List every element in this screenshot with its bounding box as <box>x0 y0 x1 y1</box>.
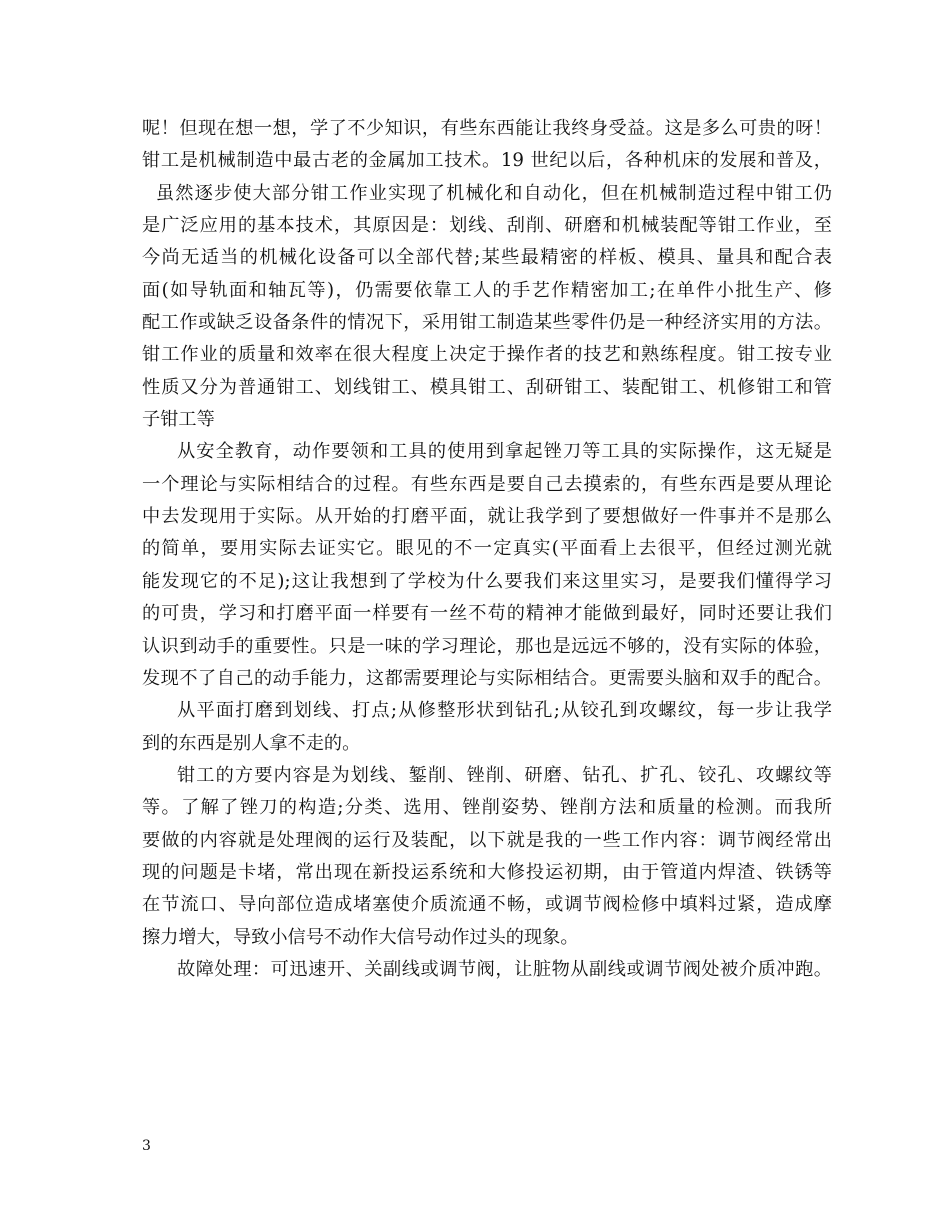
text-line: 虽然逐步使大部分钳工作业实现了机械化和自动化，但在机械制造过程中钳工仍 <box>142 182 832 204</box>
paragraph-first-line: 从平面打磨到划线、打点;从修整形状到钻孔;从铰孔到攻螺纹，每一步让我学 <box>177 700 832 722</box>
text-line: 中去发现用于实际。从开始的打磨平面，就让我学到了要想做好一件事并不是那么 <box>142 506 832 528</box>
body-text <box>142 113 832 986</box>
text-line: 是广泛应用的基本技术，其原因是：划线、刮削、研磨和机械装配等钳工作业，至 <box>142 215 832 237</box>
paragraph-first-line: 钳工的方要内容是为划线、錾削、锉削、研磨、钻孔、扩孔、铰孔、攻螺纹等 <box>177 764 832 786</box>
text-line: 今尚无适当的机械化设备可以全部代替;某些最精密的样板、模具、量具和配合表 <box>142 247 832 269</box>
text-line: 一个理论与实际相结合的过程。有些东西是要自己去摸索的，有些东西是要从理论 <box>142 473 832 495</box>
text-line: 呢！但现在想一想，学了不少知识，有些东西能让我终身受益。这是多么可贵的呀！ <box>142 118 832 139</box>
text-line: 等。了解了锉刀的构造;分类、选用、锉削姿势、锉削方法和质量的检测。而我所 <box>142 797 832 819</box>
text-line: 性质又分为普通钳工、划线钳工、模具钳工、刮研钳工、装配钳工、机修钳工和管 <box>142 376 832 398</box>
text-line: 子钳工等 <box>142 409 215 431</box>
paragraph-first-line: 从安全教育，动作要领和工具的使用到拿起锉刀等工具的实际操作，这无疑是 <box>177 441 832 463</box>
paragraph-first-line: 故障处理：可迅速开、关副线或调节阀，让脏物从副线或调节阀处被介质冲跑。 <box>177 958 832 980</box>
text-line: 到的东西是别人拿不走的。 <box>142 732 361 754</box>
text-line: 的简单，要用实际去证实它。眼见的不一定真实(平面看上去很平，但经过测光就 <box>142 538 832 560</box>
text-line: 在节流口、导向部位造成堵塞使介质流通不畅，或调节阀检修中填料过紧，造成摩 <box>142 894 832 916</box>
text-line: 面(如导轨面和轴瓦等)，仍需要依靠工人的手艺作精密加工;在单件小批生产、修 <box>142 279 832 301</box>
text-line: 的可贵，学习和打磨平面一样要有一丝不苟的精神才能做到最好，同时还要让我们 <box>142 603 832 625</box>
text-line: 能发现它的不足);这让我想到了学校为什么要我们来这里实习，是要我们懂得学习 <box>142 570 832 592</box>
text-line: 钳工是机械制造中最古老的金属加工技术。19 世纪以后，各种机床的发展和普及， <box>142 150 832 172</box>
text-line: 配工作或缺乏设备条件的情况下，采用钳工制造某些零件仍是一种经济实用的方法。 <box>142 312 832 334</box>
text-line: 现的问题是卡堵，常出现在新投运系统和大修投运初期，由于管道内焊渣、铁锈等 <box>142 861 832 883</box>
text-line: 要做的内容就是处理阀的运行及装配，以下就是我的一些工作内容：调节阀经常出 <box>142 829 832 851</box>
text-line: 钳工作业的质量和效率在很大程度上决定于操作者的技艺和熟练程度。钳工按专业 <box>142 344 832 366</box>
text-line: 擦力增大，导致小信号不动作大信号动作过头的现象。 <box>142 926 579 948</box>
text-line: 发现不了自己的动手能力，这都需要理论与实际相结合。更需要头脑和双手的配合。 <box>142 667 832 689</box>
page-number: 3 <box>142 1138 151 1154</box>
text-line: 认识到动手的重要性。只是一味的学习理论，那也是远远不够的，没有实际的体验， <box>142 635 832 657</box>
